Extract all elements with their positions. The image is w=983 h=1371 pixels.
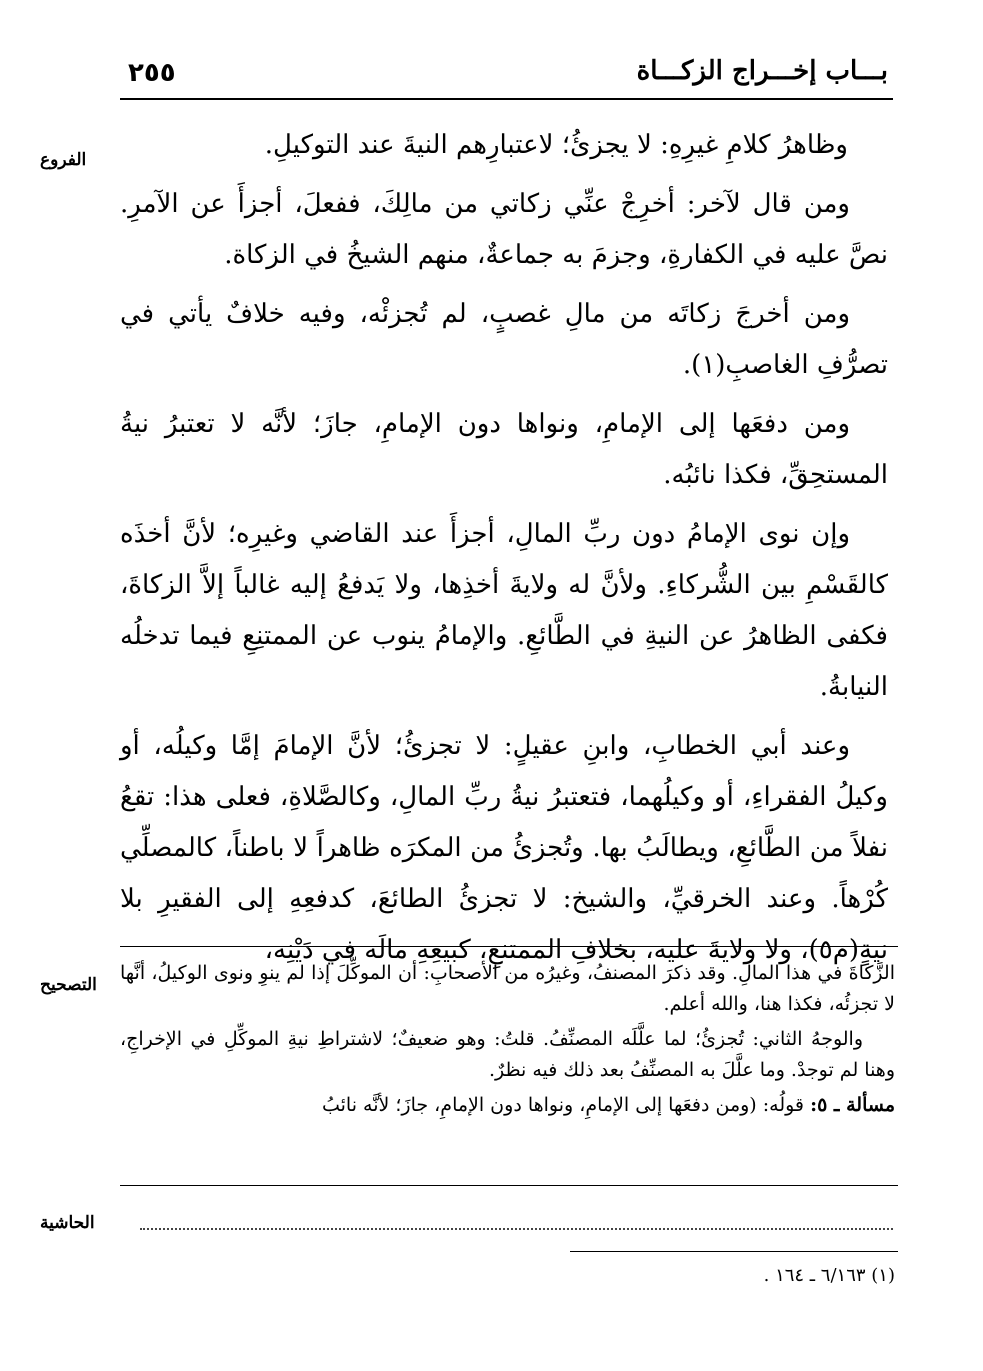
main-paragraph: ومن قال لآخر: أخرِجْ عنِّي زكاتي من مالِكَ، ففعلَ، أجزأَ عن الآمرِ. نصَّ عليه في الكفارةِ، وجزمَ به جماعةٌ، منهم الشيخُ في الزكاة. bbox=[120, 189, 888, 270]
main-paragraph: وإن نوى الإمامُ دون ربِّ المالِ، أجزأَ عند القاضي وغيرِه؛ لأنَّ أخذَه كالقَسْمِ بين الشُّركاءِ. ولأنَّ له ولايةَ أخذِها، ولا يَدفعُ إليه غالباً إلاَّ الزكاةَ، فكفى الظاهرُ عن النيةِ في الطَّائعِ. والإمامُ ينوب عن الممتنِعِ فيما تدخلُه النيابةُ. bbox=[120, 519, 888, 702]
hashiya-dotted-line bbox=[140, 1228, 893, 1230]
footnote-rule bbox=[570, 1251, 898, 1252]
section-divider bbox=[120, 1185, 898, 1186]
tashih-paragraph bbox=[120, 1090, 895, 1121]
header-rule bbox=[120, 98, 893, 100]
main-paragraph: ومن أخرجَ زكاتَه من مالِ غصبٍ، لم تُجزئْه، وفيه خلافٌ يأتي في تصرُّفِ الغاصبِ(١). bbox=[120, 299, 888, 380]
tashih-body: الزَّكاةَ في هذا المالِ. وقد ذكرَ المصنفُ، وغيرُه من الأصحابِ: أن الموكِّلَ إذا لم ينوِ ونوى الوكيلُ، أنَّها لا تجزئُه، فكذا هنا، والله أعلم. bbox=[120, 962, 895, 1015]
tashih-body: قولُه: (ومن دفعَها إلى الإمامِ، ونواها دون الإمامِ، جازَ؛ لأنَّه نائبُ bbox=[321, 1094, 805, 1116]
main-text bbox=[120, 120, 888, 965]
tashih-text bbox=[120, 958, 895, 1168]
main-paragraph: ومن دفعَها إلى الإمامِ، ونواها دون الإمامِ، جازَ؛ لأنَّه لا تعتبرُ نيةُ المستحِقِّ، فكذا نائبُه. bbox=[120, 409, 888, 490]
main-paragraph: وظاهرُ كلامِ غيرِهِ: لا يجزئُ؛ لاعتبارِهم النيةَ عند التوكيلِ. bbox=[264, 130, 848, 160]
page-number: ٢٥٥ bbox=[128, 58, 176, 88]
running-title: بـــاب إخـــراج الزكـــاة bbox=[636, 56, 888, 86]
main-paragraph: وعند أبي الخطابِ، وابنِ عقيلٍ: لا تجزئُ؛ لأنَّ الإمامَ إمَّا وكيلُه، أو وكيلُ الفقراءِ، أو وكيلُهما، فتعتبرُ نيةُ ربِّ المالِ، وكالصَّلاةِ، فعلى هذا: تقعُ نفلاً من الطَّائعِ، ويطالَبُ بها. وتُجزئُ من المكرَه ظاهراً لا باطناً، كالمصلِّي كُرْهاً. وعند الخرقيِّ، والشيخ: لا تجزئُ الطائعَ، كدفعِهِ إلى الفقيرِ بلا نيةٍ(م٥)، ولا ولايةَ عليه، بخلافِ الممتنعِ، كبيعِهِ مالَه في دَيْنِه، bbox=[120, 731, 888, 965]
tashih-paragraph bbox=[120, 1024, 895, 1086]
side-label-furu: الفروع bbox=[40, 150, 87, 170]
tashih-paragraph bbox=[120, 958, 895, 1020]
side-label-tashih: التصحيح bbox=[40, 975, 97, 995]
section-divider bbox=[120, 946, 898, 947]
page-header bbox=[120, 52, 888, 92]
side-label-hashiya: الحاشية bbox=[40, 1213, 95, 1233]
footnote: (١) ٦/١٦٣ ـ ١٦٤ . bbox=[763, 1265, 895, 1286]
tashih-body: والوجهُ الثاني: تُجزئُ؛ لما علَّلَه المصنِّفُ. قلتُ: وهو ضعيفٌ؛ لاشتراطِ نيةِ الموكِّلِ في الإخراجِ، وهنا لم توجدْ. وما علَّلَ به المصنِّفُ بعد ذلك فيه نظرٌ. bbox=[120, 1028, 895, 1081]
tashih-label: مسألة ـ ٥: bbox=[810, 1094, 895, 1116]
